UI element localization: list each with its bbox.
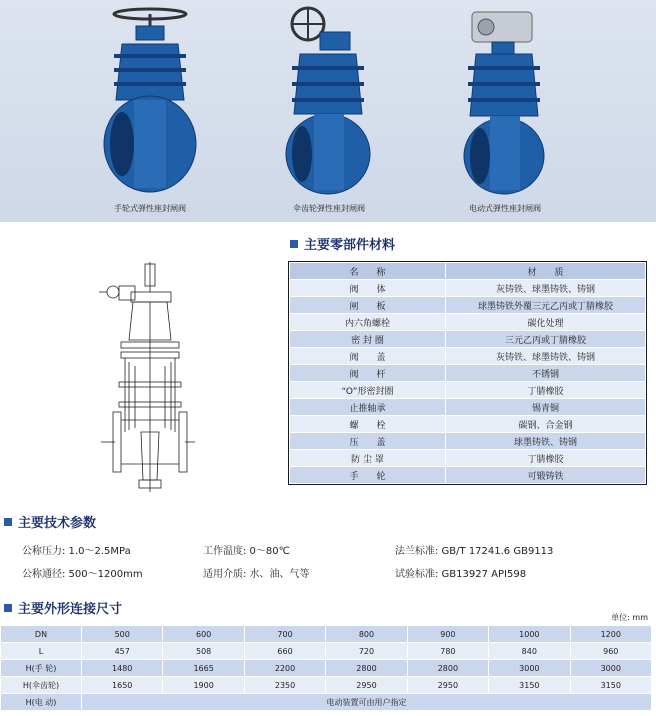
part-name: 闸 板 bbox=[290, 297, 446, 314]
row-label: DN bbox=[1, 626, 82, 643]
dim-cell: 508 bbox=[163, 643, 244, 660]
part-material: 三元乙丙或丁腈橡胶 bbox=[446, 331, 646, 348]
dim-cell: 2800 bbox=[407, 660, 488, 677]
table-row bbox=[290, 280, 646, 297]
part-name: 防 尘 罩 bbox=[290, 450, 446, 467]
product-banner bbox=[0, 0, 656, 222]
unit-label: 单位: mm bbox=[611, 613, 648, 622]
dim-cell: 1000 bbox=[489, 626, 570, 643]
electric-valve-image bbox=[462, 4, 548, 200]
row-label: H(伞齿轮) bbox=[1, 677, 82, 694]
dim-cell: 660 bbox=[244, 643, 325, 660]
dim-cell: 2800 bbox=[326, 660, 407, 677]
dim-cell: 3150 bbox=[489, 677, 570, 694]
table-row bbox=[1, 694, 652, 711]
table-row bbox=[1, 660, 652, 677]
part-name: 密 封 圈 bbox=[290, 331, 446, 348]
part-material: 丁腈橡胶 bbox=[446, 382, 646, 399]
part-name: 手 轮 bbox=[290, 467, 446, 484]
part-material: 不锈钢 bbox=[446, 365, 646, 382]
table-row bbox=[290, 382, 646, 399]
table-row bbox=[1, 677, 652, 694]
dim-cell: 1650 bbox=[82, 677, 163, 694]
table-row bbox=[290, 416, 646, 433]
dim-cell: 3000 bbox=[570, 660, 651, 677]
table-row bbox=[290, 365, 646, 382]
dim-cell: 2950 bbox=[407, 677, 488, 694]
row-label: L bbox=[1, 643, 82, 660]
spec-medium: 适用介质: 水、油、气等 bbox=[203, 569, 310, 580]
handwheel-valve-image bbox=[100, 4, 200, 200]
dim-cell: 1200 bbox=[570, 626, 651, 643]
parts-section-title bbox=[290, 234, 395, 253]
parts-title-text: 主要零部件材料 bbox=[304, 238, 396, 253]
dims-section-title bbox=[4, 598, 122, 617]
table-row bbox=[290, 331, 646, 348]
spec-flange-standard: 法兰标准: GB/T 17241.6 GB9113 bbox=[395, 546, 554, 557]
section-bullet-icon bbox=[4, 604, 12, 612]
part-name: 阀 体 bbox=[290, 280, 446, 297]
dim-cell: 2350 bbox=[244, 677, 325, 694]
table-row bbox=[290, 314, 646, 331]
part-material: 碳钢、合金钢 bbox=[446, 416, 646, 433]
dims-title-text: 主要外形连接尺寸 bbox=[18, 602, 123, 617]
table-row bbox=[290, 348, 646, 365]
tech-title-text: 主要技术参数 bbox=[18, 516, 97, 531]
dim-cell: 960 bbox=[570, 643, 651, 660]
part-name: 阀 杆 bbox=[290, 365, 446, 382]
section-bullet-icon bbox=[290, 240, 298, 248]
part-material: 球墨铸铁、铸钢 bbox=[446, 433, 646, 450]
bevel-gear-valve-image bbox=[282, 4, 374, 200]
dim-cell: 500 bbox=[82, 626, 163, 643]
dim-cell: 720 bbox=[326, 643, 407, 660]
part-name: 止推轴承 bbox=[290, 399, 446, 416]
parts-material-table bbox=[289, 262, 646, 484]
part-name: “O”形密封圈 bbox=[290, 382, 446, 399]
part-name: 螺 栓 bbox=[290, 416, 446, 433]
dim-cell: 457 bbox=[82, 643, 163, 660]
valve-section-drawing bbox=[95, 262, 195, 498]
dim-cell: 1665 bbox=[163, 660, 244, 677]
part-name: 压 盖 bbox=[290, 433, 446, 450]
electric-valve-caption: 电动式弹性座封闸阀 bbox=[469, 204, 541, 213]
dim-cell: 800 bbox=[326, 626, 407, 643]
electric-note-cell: 电动装置可由用户指定 bbox=[82, 694, 652, 711]
part-material: 碳化处理 bbox=[446, 314, 646, 331]
dim-cell: 900 bbox=[407, 626, 488, 643]
dim-cell: 3150 bbox=[570, 677, 651, 694]
bevel-gear-valve-caption: 伞齿轮弹性座封闸阀 bbox=[293, 204, 365, 213]
spec-temperature: 工作温度: 0～80℃ bbox=[203, 546, 290, 557]
dim-cell: 840 bbox=[489, 643, 570, 660]
parts-table-header bbox=[290, 263, 646, 280]
header-material: 材 质 bbox=[446, 263, 646, 280]
section-bullet-icon bbox=[4, 518, 12, 526]
tech-section-title bbox=[4, 512, 96, 531]
part-material: 球墨铸铁外覆三元乙丙或丁腈橡胶 bbox=[446, 297, 646, 314]
dim-cell: 1900 bbox=[163, 677, 244, 694]
table-row bbox=[1, 626, 652, 643]
dim-cell: 2950 bbox=[326, 677, 407, 694]
table-row bbox=[290, 450, 646, 467]
row-label: H(手 轮) bbox=[1, 660, 82, 677]
part-material: 灰铸铁、球墨铸铁、铸钢 bbox=[446, 348, 646, 365]
part-name: 阀 盖 bbox=[290, 348, 446, 365]
dim-cell: 2200 bbox=[244, 660, 325, 677]
table-row bbox=[290, 297, 646, 314]
header-name: 名 称 bbox=[290, 263, 446, 280]
spec-pressure: 公称压力: 1.0～2.5MPa bbox=[22, 546, 131, 557]
spec-diameter: 公称通径: 500～1200mm bbox=[22, 569, 143, 580]
dimensions-table bbox=[0, 625, 652, 711]
handwheel-valve-caption: 手轮式弹性座封闸阀 bbox=[114, 204, 186, 213]
part-material: 丁腈橡胶 bbox=[446, 450, 646, 467]
table-row bbox=[290, 433, 646, 450]
part-material: 灰铸铁、球墨铸铁、铸钢 bbox=[446, 280, 646, 297]
dim-cell: 1480 bbox=[82, 660, 163, 677]
spec-test-standard: 试验标准: GB13927 API598 bbox=[395, 569, 527, 580]
dim-cell: 700 bbox=[244, 626, 325, 643]
part-material: 可锻铸铁 bbox=[446, 467, 646, 484]
row-label: H(电 动) bbox=[1, 694, 82, 711]
part-name: 内六角螺栓 bbox=[290, 314, 446, 331]
part-material: 锡青铜 bbox=[446, 399, 646, 416]
dim-cell: 600 bbox=[163, 626, 244, 643]
table-row bbox=[290, 467, 646, 484]
table-row bbox=[1, 643, 652, 660]
table-row bbox=[290, 399, 646, 416]
dim-cell: 780 bbox=[407, 643, 488, 660]
dim-cell: 3000 bbox=[489, 660, 570, 677]
